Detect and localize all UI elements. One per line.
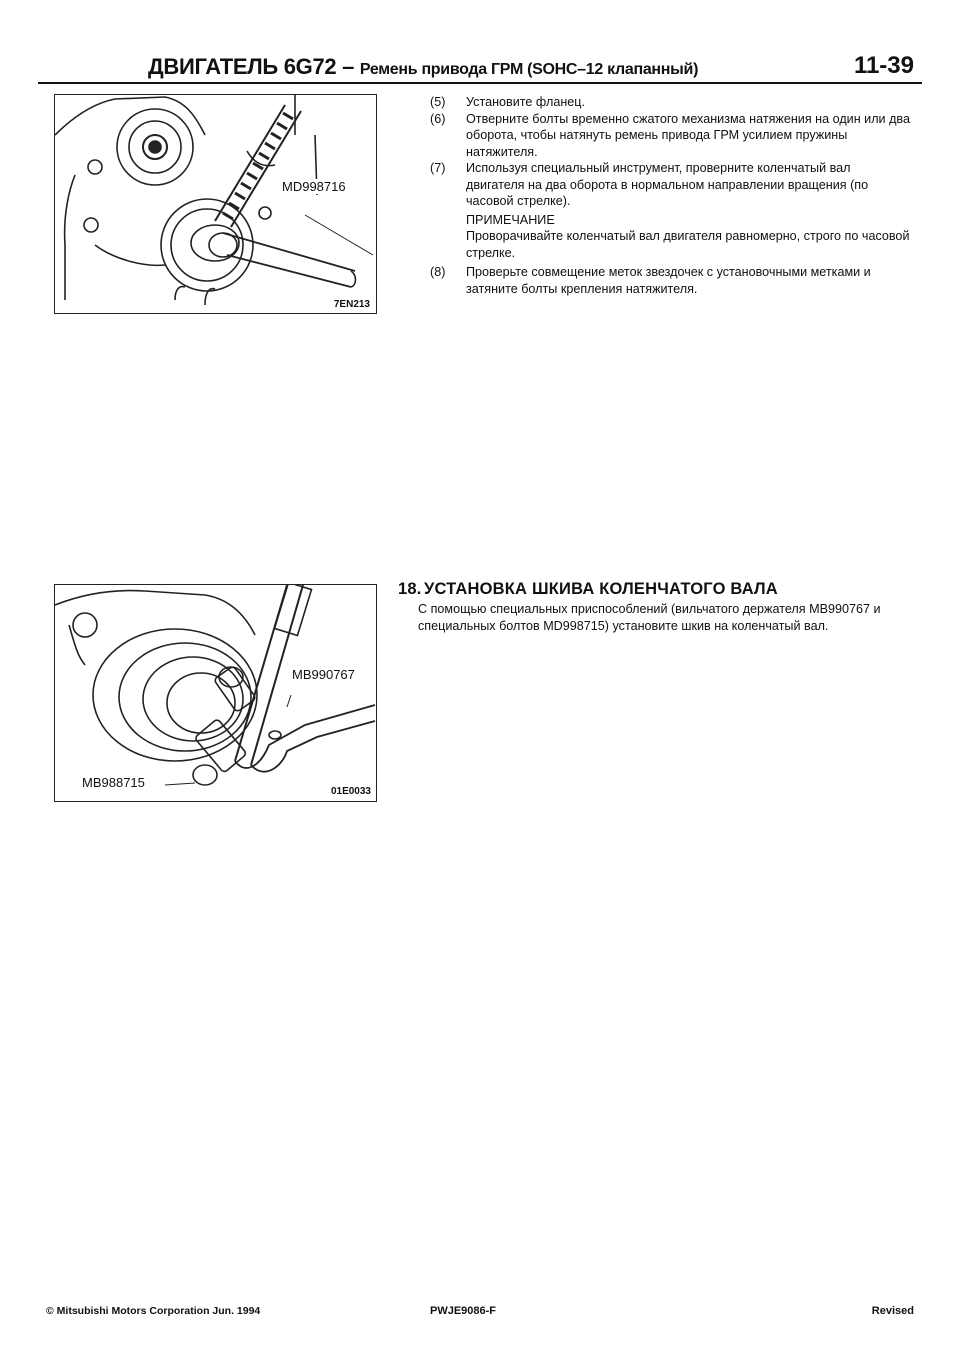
note-text: Проворачивайте коленчатый вал двигателя равномерно, строго по часовой стрелке. xyxy=(466,229,910,260)
footer-copyright: © Mitsubishi Motors Corporation Jun. 1994 xyxy=(46,1305,261,1317)
section-number: 18. xyxy=(398,580,422,598)
section-body: С помощью специальных приспособлений (вильчатого держателя MB990767 и специальных болтов MD998715) установите шкив на коленчатый вал. xyxy=(418,602,881,633)
tool-label-md998716: MD998716 xyxy=(282,179,346,194)
tool-label-mb988715: MB988715 xyxy=(82,775,145,790)
pulley-holder-illustration xyxy=(55,585,376,801)
step-text: Используя специальный инструмент, проверните коленчатый вал двигателя на два оборота в нормальном направлении вращения (по часовой стрелке). xyxy=(466,161,869,208)
step-number: (7) xyxy=(430,161,446,175)
note-title: ПРИМЕЧАНИЕ xyxy=(466,212,555,227)
section-title: УСТАНОВКА ШКИВА КОЛЕНЧАТОГО ВАЛА xyxy=(424,580,778,598)
figure-pulley-holder xyxy=(54,584,377,802)
page-number: 11-39 xyxy=(853,52,914,79)
footer-doc-code: PWJE9086-F xyxy=(430,1305,497,1317)
footer-revised: Revised xyxy=(871,1305,914,1317)
page-title xyxy=(148,54,698,80)
section-heading xyxy=(398,580,898,599)
tool-label-mb990767: MB990767 xyxy=(292,667,355,682)
figure-tensioner xyxy=(54,94,377,314)
step-text: Отверните болты временно сжатого механизма натяжения на один или два оборота, чтобы натянуть ремень привода ГРМ усилием пружины натяжителя. xyxy=(466,111,910,159)
title-main: ДВИГАТЕЛЬ 6G72 – xyxy=(148,54,355,79)
procedure-steps xyxy=(430,94,910,297)
step-text: Установите фланец. xyxy=(466,95,586,109)
tensioner-illustration xyxy=(55,95,376,313)
step-number: (6) xyxy=(430,111,446,126)
figure-code: 01E0033 xyxy=(330,786,371,797)
figure-code: 7EN213 xyxy=(333,299,370,310)
step-7 xyxy=(430,160,910,210)
page-header xyxy=(38,52,922,84)
step-number: (8) xyxy=(430,265,446,279)
step-text: Проверьте совмещение меток звездочек с установочными метками и затяните болты крепления натяжителя. xyxy=(466,265,871,296)
step-number: (5) xyxy=(430,95,446,109)
section-18 xyxy=(398,580,898,635)
step-5 xyxy=(430,94,910,111)
title-subtitle: Ремень привода ГРМ (SOHC–12 клапанный) xyxy=(359,61,699,78)
step-6 xyxy=(430,111,910,161)
step-8 xyxy=(430,264,910,297)
